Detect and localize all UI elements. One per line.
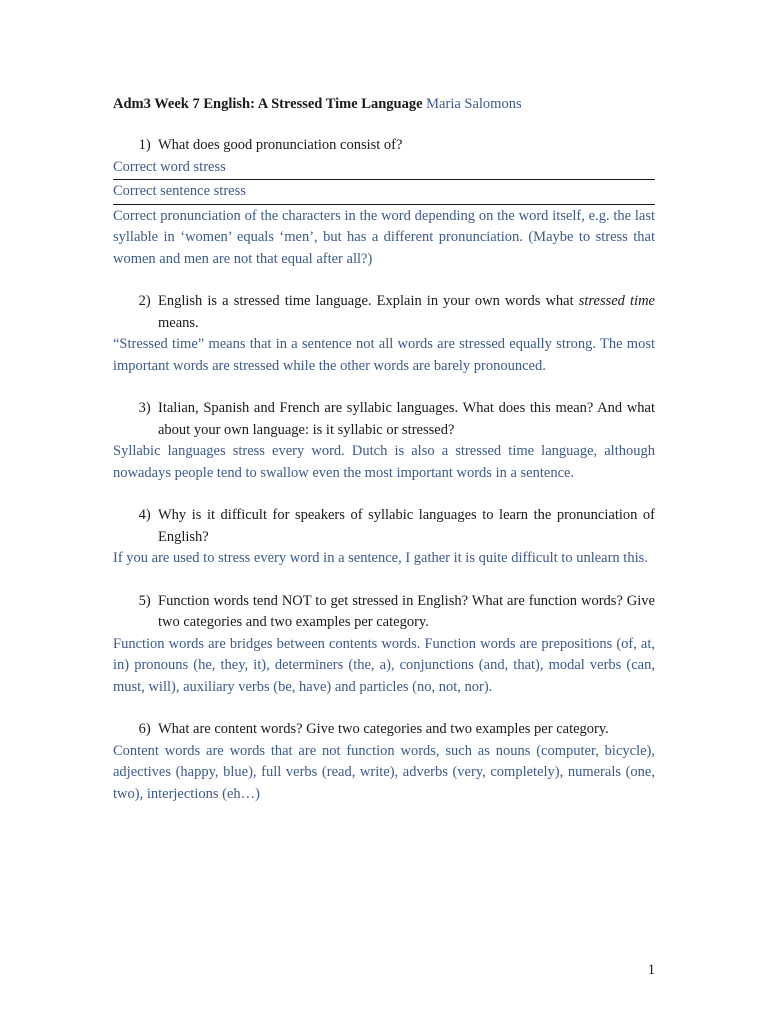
author-name: Maria Salomons [426,96,522,112]
question-block-6 [113,719,655,805]
answer-text: Correct pronunciation of the characters in the word depending on the word itself, e.g. the last syllable in ‘women’ equals ‘men’, but has a different pronunciation. (Maybe to stress that women and men are not that equal after all?) [113,207,655,267]
question-text: Italian, Spanish and French are syllabic languages. What does this mean? And what about your own language: is it syllabic or stressed? [158,400,655,438]
question-number: 3) [138,400,151,416]
question-number: 6) [138,721,151,737]
question-text [158,291,655,334]
question-3 [113,398,655,441]
question-number: 2) [138,293,151,309]
question-text: What are content words? Give two categories and two examples per category. [158,721,609,737]
title-text: Adm3 Week 7 English: A Stressed Time Language [113,96,423,112]
answer-text: Function words are bridges between contents words. Function words are prepositions (of, at, in) pronouns (he, they, it), determiners (the, a), conjunctions (and, that), modal verbs (can, must, will), auxiliary verbs (be, have) and particles (no, not, nor). [113,635,655,695]
question-2 [113,291,655,334]
question-1 [113,135,655,157]
question-6 [113,719,655,741]
answer-line-2: Correct sentence stress [113,181,655,205]
question-text: Function words tend NOT to get stressed in English? What are function words? Give two categories and two examples per category. [158,592,655,630]
answer-line-1: Correct word stress [113,157,655,181]
question-block-2 [113,291,655,377]
answer-text: “Stressed time” means that in a sentence not all words are stressed equally strong. The most important words are stressed while the other words are barely pronounced. [113,336,655,374]
question-block-4 [113,505,655,570]
question-4 [113,505,655,548]
answer-text: Syllabic languages stress every word. Dutch is also a stressed time language, although nowadays people tend to swallow even the most important words in a sentence. [113,443,655,481]
question-number: 4) [138,507,151,523]
question-block-3 [113,398,655,484]
question-text: What does good pronunciation consist of? [158,137,403,153]
question-text: Why is it difficult for speakers of syllabic languages to learn the pronunciation of English? [158,507,655,545]
page-number: 1 [647,962,655,978]
question-block-5 [113,591,655,699]
question-text-emphasis: stressed time [578,293,655,309]
question-number: 5) [138,592,151,609]
question-number: 1) [138,137,151,153]
question-text-part: means. [158,314,199,331]
answer-text: Content words are words that are not function words, such as nouns (computer, bicycle), adjectives (happy, blue), full verbs (read, write), adverbs (very, completely), numerals (one, two), interjections (eh…) [113,742,655,802]
question-5 [113,591,655,634]
question-block-1 [113,135,655,270]
document-page [113,94,655,826]
document-title [113,94,655,115]
question-text-part: English is a stressed time language. Explain in your own words what [158,293,579,309]
answer-text: If you are used to stress every word in a sentence, I gather it is quite difficult to unlearn this. [113,550,648,566]
